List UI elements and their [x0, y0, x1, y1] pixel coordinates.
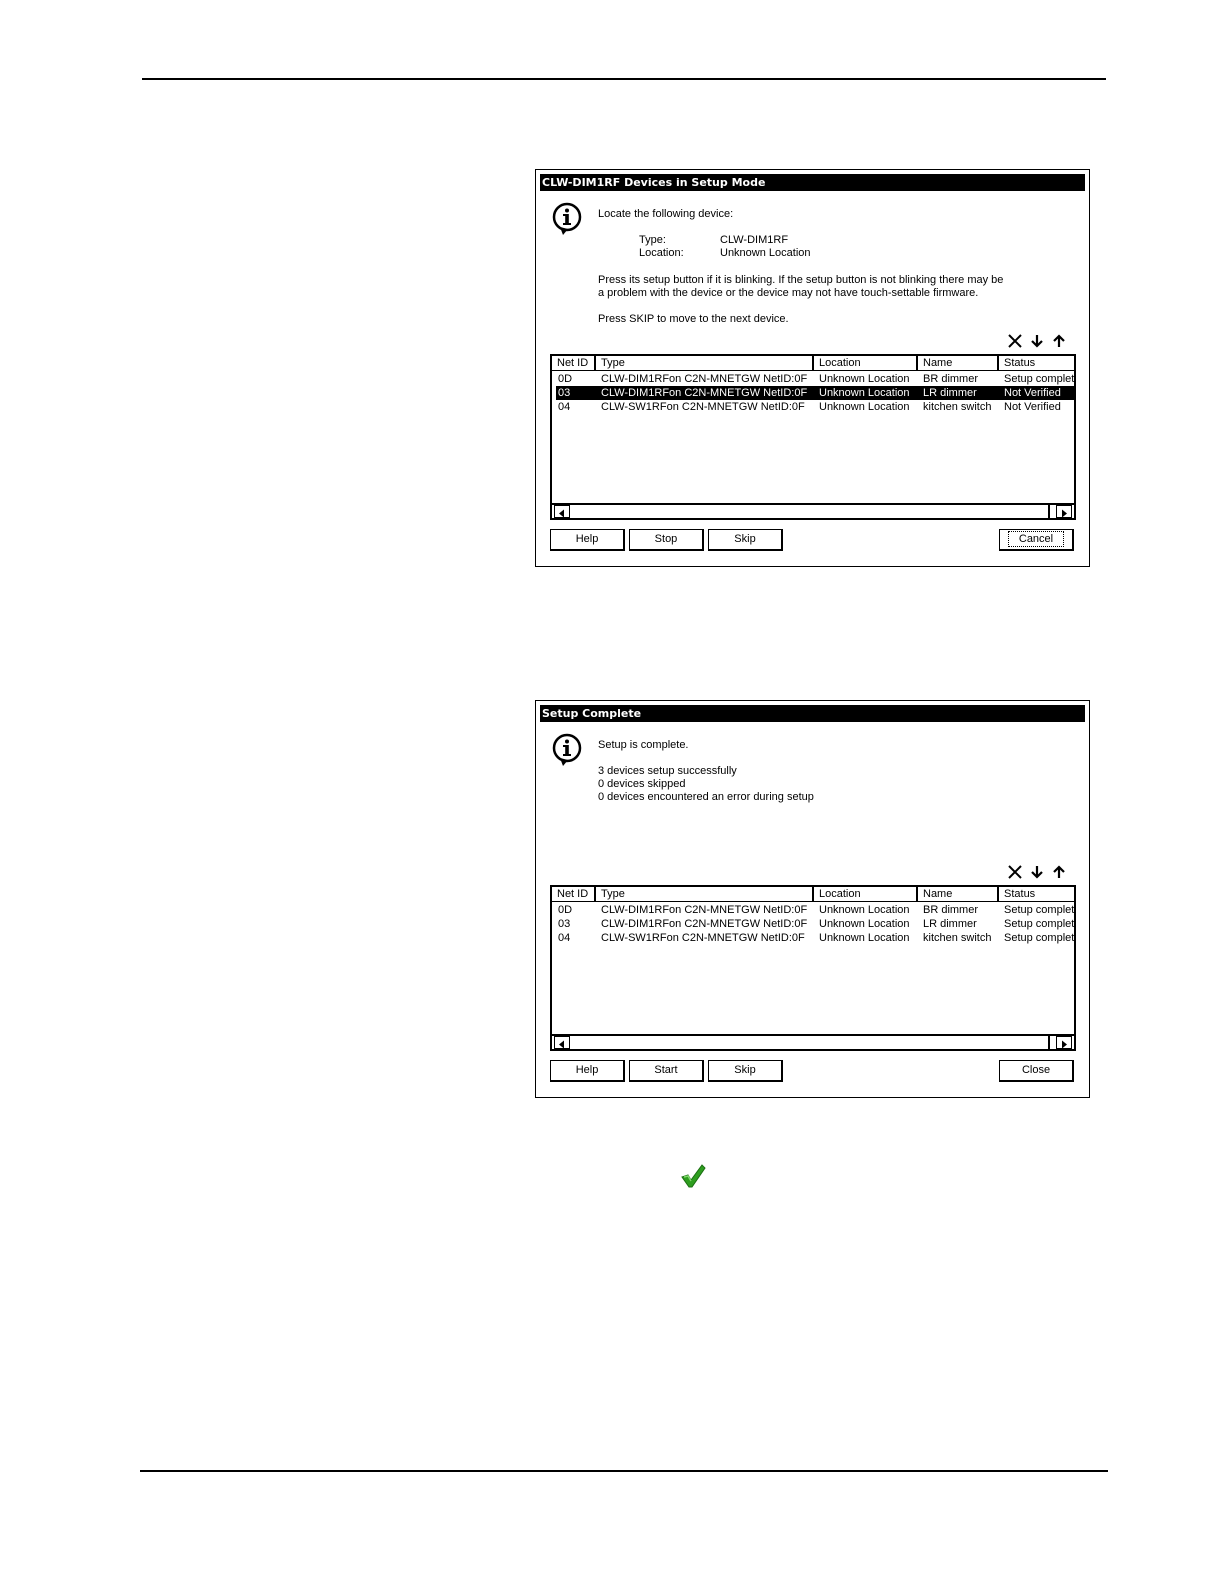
cell-type: CLW-DIM1RFon C2N-MNETGW NetID:0F: [601, 918, 808, 930]
column-header-netid[interactable]: Net ID: [552, 887, 596, 902]
table-row[interactable]: [556, 931, 1074, 945]
info-icon: [551, 733, 585, 769]
cell-name: kitchen switch: [923, 932, 992, 944]
cell-type: CLW-SW1RFon C2N-MNETGW NetID:0F: [601, 401, 805, 413]
skip-hint: Press SKIP to move to the next device.: [598, 313, 789, 325]
column-header-name[interactable]: Name: [918, 356, 999, 371]
scroll-right-button[interactable]: [1056, 505, 1072, 518]
setup-complete-dialog: [535, 700, 1090, 1098]
list-header: [552, 887, 1074, 902]
summary-success: 3 devices setup successfully: [598, 765, 737, 777]
horizontal-scrollbar[interactable]: [552, 503, 1074, 518]
device-list[interactable]: [550, 885, 1076, 1051]
scroll-left-button[interactable]: [554, 505, 570, 518]
delete-icon[interactable]: [1007, 865, 1023, 879]
scroll-track[interactable]: [572, 1036, 1050, 1049]
location-label: Location:: [639, 247, 684, 259]
arrow-right-icon: [1057, 508, 1071, 519]
stop-button[interactable]: Stop: [629, 529, 704, 551]
complete-message: Setup is complete.: [598, 739, 689, 751]
skip-button[interactable]: Skip: [708, 1060, 783, 1082]
info-icon: [551, 202, 585, 238]
skip-button[interactable]: Skip: [708, 529, 783, 551]
cell-status: Setup complet: [1004, 932, 1074, 944]
cell-status: Not Verified: [1004, 387, 1061, 399]
cell-netid: 03: [558, 387, 571, 399]
scroll-track[interactable]: [572, 505, 1050, 518]
column-header-location[interactable]: Location: [814, 356, 918, 371]
top-rule: [142, 78, 1106, 80]
cell-location: Unknown Location: [819, 387, 910, 399]
type-value: CLW-DIM1RF: [720, 234, 789, 246]
scroll-left-button[interactable]: [554, 1036, 570, 1049]
cell-name: LR dimmer: [923, 918, 977, 930]
cell-location: Unknown Location: [819, 932, 910, 944]
cell-netid: 0D: [558, 904, 573, 916]
start-button[interactable]: Start: [629, 1060, 704, 1082]
cell-location: Unknown Location: [819, 918, 910, 930]
column-header-status[interactable]: Status: [999, 887, 1074, 902]
cell-name: BR dimmer: [923, 373, 979, 385]
location-value: Unknown Location: [720, 247, 811, 259]
table-row[interactable]: [556, 917, 1074, 931]
column-header-name[interactable]: Name: [918, 887, 999, 902]
summary-skipped: 0 devices skipped: [598, 778, 686, 790]
cell-name: BR dimmer: [923, 904, 979, 916]
checkmark-icon: [680, 1163, 706, 1189]
table-row[interactable]: [556, 372, 1074, 386]
cell-type: CLW-SW1RFon C2N-MNETGW NetID:0F: [601, 932, 805, 944]
cell-netid: 0D: [558, 373, 573, 385]
arrow-right-icon: [1057, 1039, 1071, 1050]
column-header-netid[interactable]: Net ID: [552, 356, 596, 371]
column-header-type[interactable]: Type: [596, 356, 814, 371]
device-list[interactable]: [550, 354, 1076, 520]
arrow-left-icon: [555, 1039, 569, 1050]
arrow-down-icon[interactable]: [1029, 865, 1045, 879]
column-header-type[interactable]: Type: [596, 887, 814, 902]
table-row-selected[interactable]: [556, 386, 1074, 400]
cell-status: Not Verified: [1004, 401, 1061, 413]
close-button[interactable]: Close: [999, 1060, 1074, 1082]
cell-status: Setup complet: [1004, 904, 1074, 916]
delete-icon[interactable]: [1007, 334, 1023, 348]
cell-location: Unknown Location: [819, 373, 910, 385]
intro-text: Locate the following device:: [598, 208, 734, 220]
column-header-location[interactable]: Location: [814, 887, 918, 902]
instruction-line-1: Press its setup button if it is blinking. If the setup button is not blinking there may be: [598, 274, 1004, 286]
cell-type: CLW-DIM1RFon C2N-MNETGW NetID:0F: [601, 387, 808, 399]
cell-location: Unknown Location: [819, 401, 910, 413]
list-toolbar: [1007, 334, 1071, 348]
cancel-button[interactable]: [999, 529, 1074, 551]
table-row[interactable]: [556, 400, 1074, 414]
type-label: Type:: [639, 234, 666, 246]
cell-type: CLW-DIM1RFon C2N-MNETGW NetID:0F: [601, 373, 808, 385]
cell-netid: 03: [558, 918, 571, 930]
summary-errors: 0 devices encountered an error during setup: [598, 791, 814, 803]
arrow-left-icon: [555, 508, 569, 519]
cell-status: Setup complet: [1004, 918, 1074, 930]
table-row[interactable]: [556, 903, 1074, 917]
horizontal-scrollbar[interactable]: [552, 1034, 1074, 1049]
scroll-right-button[interactable]: [1056, 1036, 1072, 1049]
bottom-rule: [140, 1470, 1108, 1472]
cancel-label: Cancel: [1008, 531, 1064, 547]
arrow-up-icon[interactable]: [1051, 334, 1067, 348]
cell-netid: 04: [558, 932, 571, 944]
cell-location: Unknown Location: [819, 904, 910, 916]
list-header: [552, 356, 1074, 371]
arrow-down-icon[interactable]: [1029, 334, 1045, 348]
instruction-line-2: a problem with the device or the device may not have touch-settable firmware.: [598, 287, 979, 299]
column-header-status[interactable]: Status: [999, 356, 1074, 371]
dialog-title: CLW-DIM1RF Devices in Setup Mode: [540, 174, 1085, 191]
arrow-up-icon[interactable]: [1051, 865, 1067, 879]
help-button[interactable]: Help: [550, 529, 625, 551]
cell-name: kitchen switch: [923, 401, 992, 413]
cell-type: CLW-DIM1RFon C2N-MNETGW NetID:0F: [601, 904, 808, 916]
dialog-title: Setup Complete: [540, 705, 1085, 722]
devices-setup-dialog: [535, 169, 1090, 567]
list-toolbar: [1007, 865, 1071, 879]
cell-name: LR dimmer: [923, 387, 977, 399]
cell-status: Setup complet: [1004, 373, 1074, 385]
help-button[interactable]: Help: [550, 1060, 625, 1082]
cell-netid: 04: [558, 401, 571, 413]
